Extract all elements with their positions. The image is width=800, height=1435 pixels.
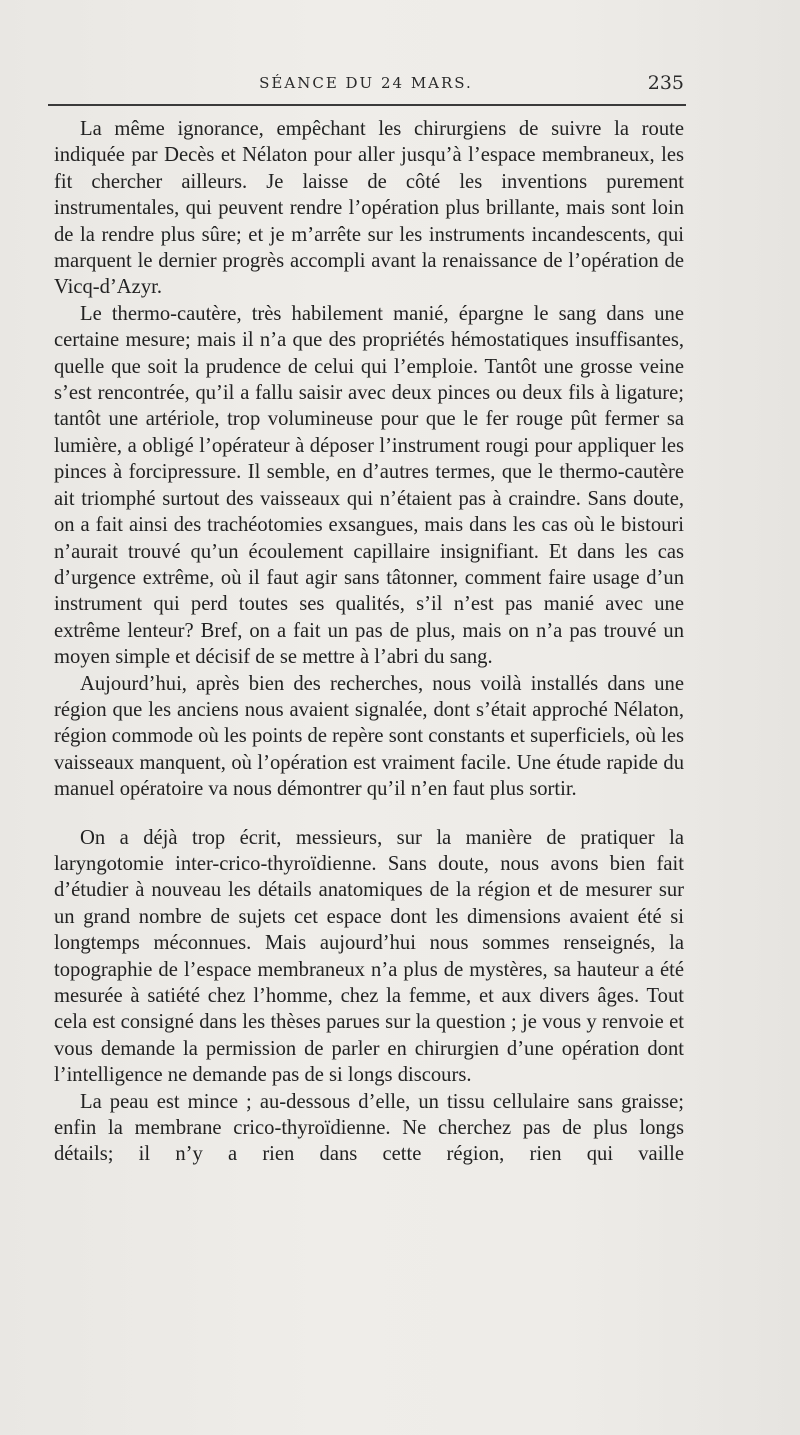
paragraph: Aujourd’hui, après bien des recherches, nous voilà installés dans une région que les anciens nous avaient signalée, dont s’était approché Nélaton, région commode où les points de repère sont constants et superficiels, où les vaisseaux manquent, où l’opération est vraiment facile. Une étude rapide du manuel opératoire va nous démontrer qu’il n’en faut plus sortir. [54, 672, 684, 801]
body-text [54, 116, 684, 1168]
paragraph: On a déjà trop écrit, messieurs, sur la manière de pratiquer la laryngotomie inter-crico-thyroïdienne. Sans doute, nous avons bien fait d’étudier à nouveau les détails anatomiques de la région et de mesurer sur un grand nombre de sujets cet espace dont les dimensions avaient été si longtemps méconnues. Mais aujourd’hui nous sommes renseignés, la topographie de l’espace membraneux n’a plus de mystères, sa hauteur a été mesurée à satiété chez l’homme, chez la femme, et aux divers âges. Tout cela est consigné dans les thèses parues sur la question ; je vous y renvoie et vous demande la permission de parler en chirurgien d’une opération dont l’intelligence ne demande pas de si longs discours. [54, 826, 684, 1087]
paragraph: Le thermo-cautère, très habilement manié, épargne le sang dans une certaine mesure; mais il n’a que des propriétés hémostatiques insuffisantes, quelle que soit la prudence de celui qui l’emploie. Tantôt une grosse veine s’est rencontrée, qu’il a fallu saisir avec deux pinces ou deux fils à ligature; tantôt une artériole, trop volumineuse pour que le fer rouge pût fermer sa lumière, a obligé l’opérateur à déposer l’instrument rougi pour appliquer les pinces à forcipressure. Il semble, en d’autres termes, que le thermo-cautère ait triomphé surtout des vaisseaux qui n’étaient pas à craindre. Sans doute, on a fait ainsi des trachéotomies exsangues, mais dans les cas où le bistouri n’aurait trouvé qu’un écoulement capillaire insignifiant. Et dans les cas d’urgence extrême, où il faut agir sans tâtonner, comment faire usage d’un instrument qui perd toutes ses qualités, s’il n’est pas manié avec une extrême lenteur? Bref, on a fait un pas de plus, mais on n’a pas trouvé un moyen simple et décisif de se mettre à l’abri du sang. [54, 302, 684, 669]
paragraph: La peau est mince ; au-dessous d’elle, un tissu cellulaire sans graisse; enfin la membrane crico-thyroïdienne. Ne cherchez pas de plus longs détails; il n’y a rien dans cette région, rien qui vaille [54, 1090, 684, 1166]
page-number: 235 [647, 72, 684, 94]
header-rule [48, 104, 686, 106]
running-title: SÉANCE DU 24 MARS. [259, 74, 473, 92]
running-head [48, 74, 684, 96]
paragraph: La même ignorance, empêchant les chirurgiens de suivre la route indiquée par Decès et Nélaton pour aller jusqu’à l’espace membraneux, les fit chercher ailleurs. Je laisse de côté les inventions purement instrumentales, qui peuvent rendre l’opération plus brillante, mais sont loin de la rendre plus sûre; et je m’arrête sur les instruments incandescents, qui marquent le dernier progrès accompli avant la renaissance de l’opération de Vicq-d’Azyr. [54, 118, 684, 299]
